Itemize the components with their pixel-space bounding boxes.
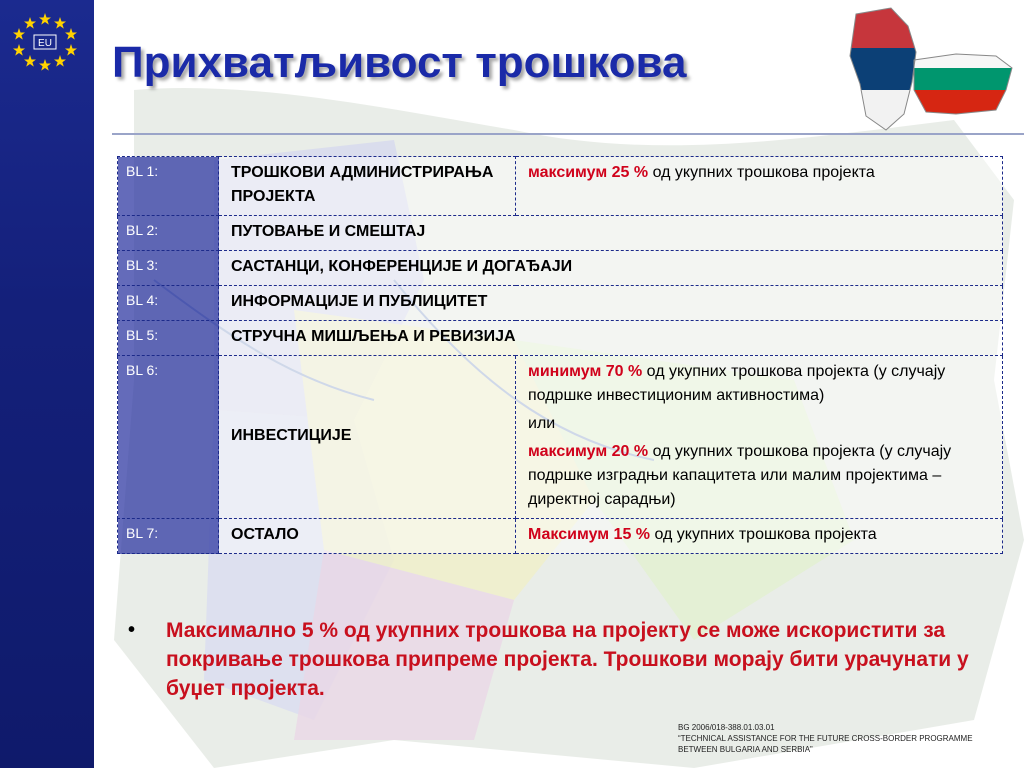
- preparation-cost-note: [128, 616, 988, 703]
- bullet-icon: •: [128, 619, 136, 641]
- table-row: [118, 286, 1003, 321]
- table-row: [118, 356, 1003, 519]
- footer-line: BG 2006/018-388.01.03.01: [678, 723, 775, 732]
- cost-eligibility-table: [117, 156, 1003, 554]
- footer-line: “TECHNICAL ASSISTANCE FOR THE FUTURE CROSS-BORDER PROGRAMME: [678, 734, 973, 743]
- budget-line-code: BL 7:: [118, 519, 219, 554]
- footer-reference: [678, 722, 1018, 755]
- budget-line-limit: [516, 157, 1003, 216]
- budget-line-limit: [516, 356, 1003, 519]
- budget-line-category: ТРОШКОВИ АДМИНИСТРИРАЊА ПРОЈЕКТА: [219, 157, 516, 216]
- eu-flag-icon: [8, 8, 82, 76]
- table-row: [118, 519, 1003, 554]
- budget-line-category: ИНВЕСТИЦИЈЕ: [219, 356, 516, 519]
- budget-line-code: BL 6:: [118, 356, 219, 519]
- limit-text: или: [528, 415, 556, 432]
- table-row: [118, 216, 1003, 251]
- budget-line-code: BL 3:: [118, 251, 219, 286]
- budget-line-code: BL 2:: [118, 216, 219, 251]
- serbia-bulgaria-flag-map-icon: [846, 4, 1016, 134]
- budget-line-code: BL 5:: [118, 321, 219, 356]
- budget-line-code: BL 4:: [118, 286, 219, 321]
- table-row: [118, 251, 1003, 286]
- page-title: Прихватљивост трошкова: [112, 38, 687, 87]
- limit-text: од укупних трошкова пројекта: [650, 526, 877, 543]
- budget-line-category: ИНФОРМАЦИЈЕ И ПУБЛИЦИТЕТ: [219, 286, 1003, 321]
- table-row: [118, 321, 1003, 356]
- eu-sidebar: [0, 0, 94, 768]
- title-divider: [112, 133, 1024, 135]
- budget-line-category: СТРУЧНА МИШЉЕЊА И РЕВИЗИЈА: [219, 321, 1003, 356]
- budget-line-limit: [516, 519, 1003, 554]
- limit-text: од укупних трошкова пројекта: [648, 164, 875, 181]
- budget-line-code: BL 1:: [118, 157, 219, 216]
- limit-text: од укупних трошкова пројекта (у случају подршке инвестиционим активностима): [528, 363, 946, 404]
- limit-highlight: Максимум 15 %: [528, 526, 651, 543]
- table-row: [118, 157, 1003, 216]
- eu-label: EU: [38, 38, 52, 49]
- budget-line-category: ПУТОВАЊЕ И СМЕШТАЈ: [219, 216, 1003, 251]
- budget-line-category: ОСТАЛО: [219, 519, 516, 554]
- footer-line: BETWEEN BULGARIA AND SERBIA”: [678, 745, 813, 754]
- limit-highlight: максимум 25 %: [528, 164, 649, 181]
- note-text: Максимално 5 % од укупних трошкова на пројекту се може искористити за покривање трошкова припреме пројекта. Трошкови морају бити урачунати у буџет пројекта.: [166, 619, 969, 700]
- limit-highlight: максимум 20 %: [528, 443, 649, 460]
- limit-text: од укупних трошкова пројекта (у случају подршке изградњи капацитета или малим пројектима – директној сарадњи): [528, 443, 952, 508]
- limit-highlight: минимум 70 %: [528, 363, 643, 380]
- budget-line-category: САСТАНЦИ, КОНФЕРЕНЦИЈЕ И ДОГАЂАЈИ: [219, 251, 1003, 286]
